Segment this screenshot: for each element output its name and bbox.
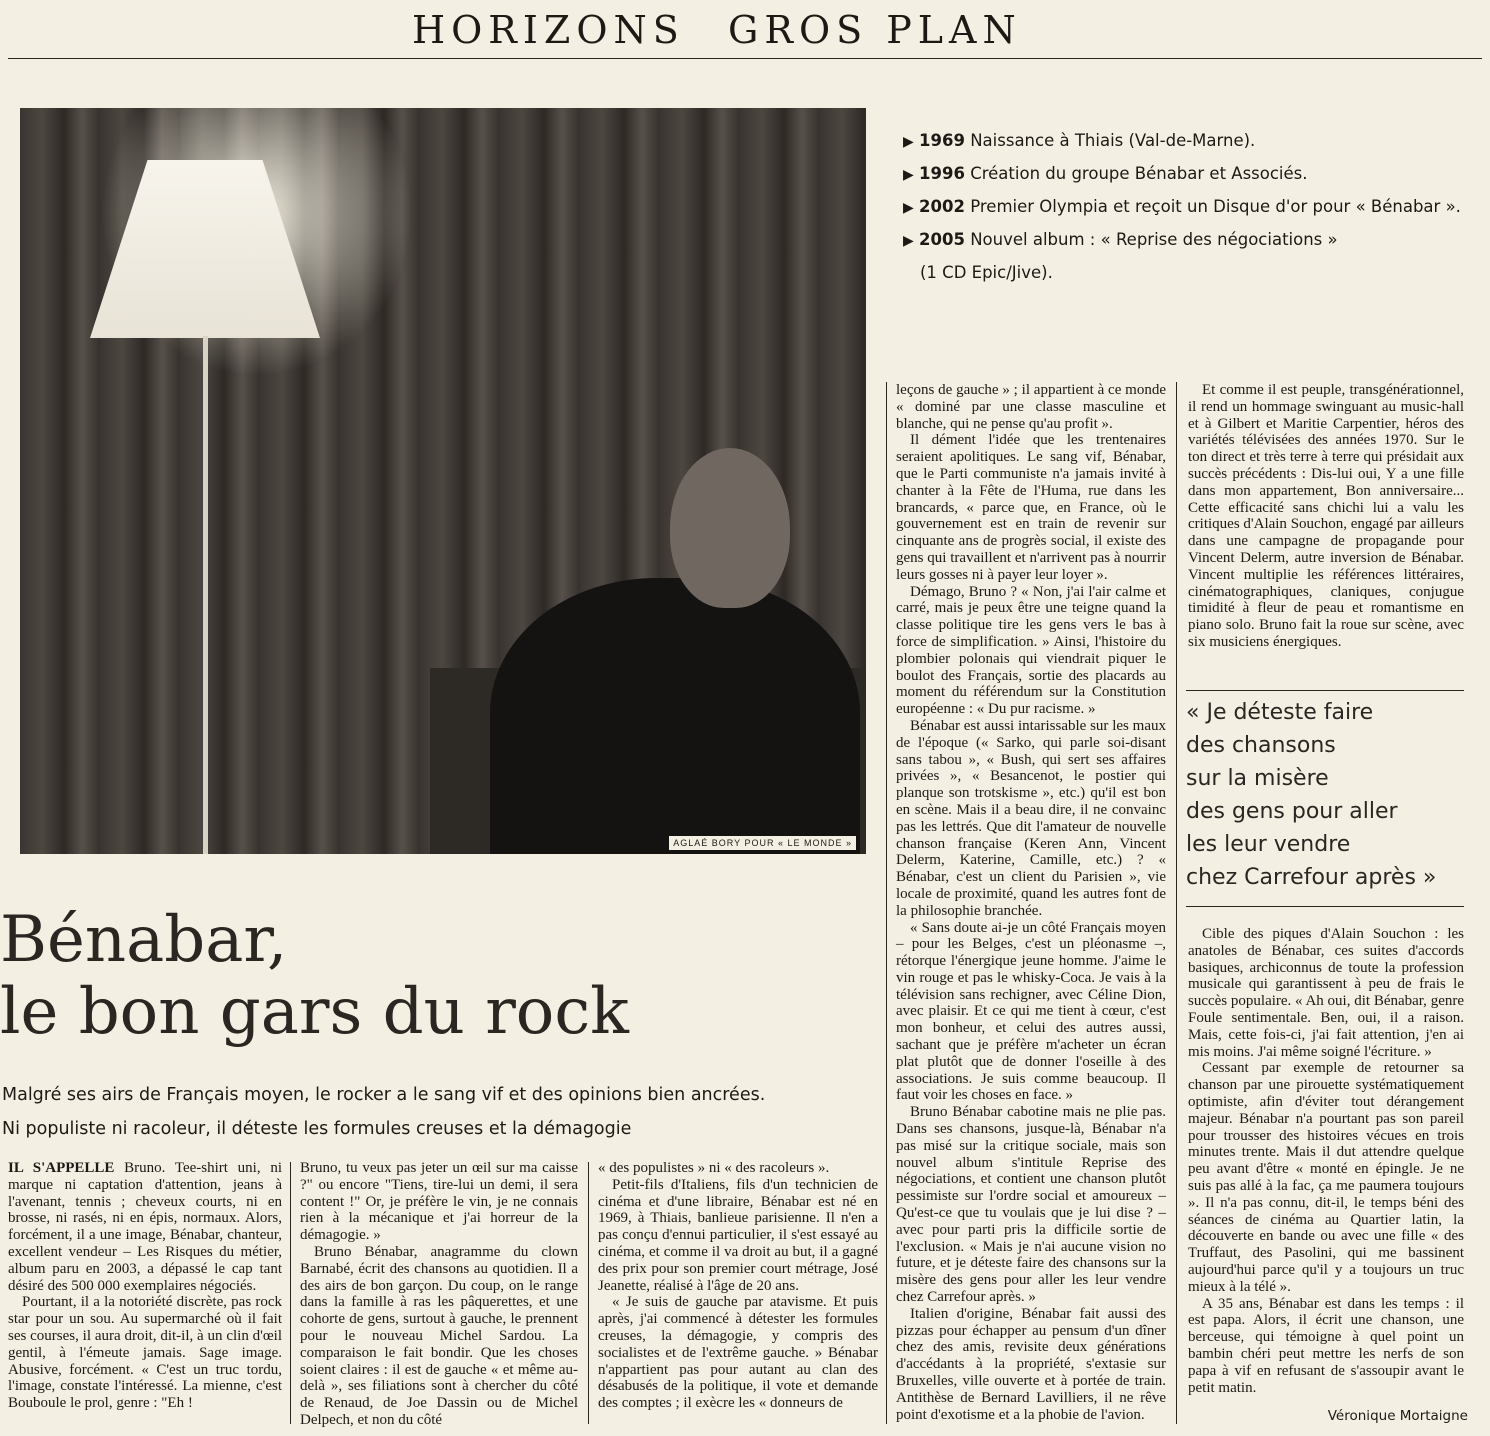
pull-quote: « Je déteste faire des chansons sur la misère des gens pour aller les leur vendre chez Carrefour après » <box>1186 700 1437 890</box>
triangle-bullet-icon: ▶ <box>903 134 914 150</box>
column-divider <box>290 1162 291 1424</box>
article-photo <box>20 108 866 854</box>
section-title: HORIZONS <box>412 8 685 52</box>
triangle-bullet-icon: ▶ <box>903 233 914 249</box>
pullquote-top-rule <box>1186 690 1464 691</box>
photo-credit: AGLAÉ BORY POUR « LE MONDE » <box>669 836 856 850</box>
column-divider <box>588 1162 589 1424</box>
triangle-bullet-icon: ▶ <box>903 167 914 183</box>
person-head-shape <box>670 448 790 608</box>
paragraph: Italien d'origine, Bénabar fait aussi des pizzas pour échapper au pensum d'un dîner chez des amis, revisite deux générations d'accédants à la propriété, s'extasie sur Bruxelles, ville ouverte et à portée de train. Antithèse de Bernard Lavilliers, il ne rêve point d'exotisme et a la phobie de l'avion. <box>896 1305 1166 1423</box>
timeline-item: ▶ 1969 Naissance à Thiais (Val-de-Marne). <box>903 131 1256 150</box>
paragraph: Pourtant, il a la notoriété discrète, pas rock star pour un sou. Au supermarché où il fait ses courses, il aura droit, dit-il, à un clin d'œil gentil, à l'émeute jamais. Sage image. Abusive, forcément. « C'est un truc tordu, l'image, constate l'intéressé. La mienne, c'est Bouboule le prol, genre : "Eh ! <box>8 1294 282 1412</box>
paragraph: Bruno Bénabar, anagramme du clown Barnabé, écrit des chansons au quotidien. Il a des airs de bon garçon. Du coup, on le range dans la famille à ras les pâquerettes, et une cohorte de gens, surtout à gauche, le prennent pour le nouveau Michel Sardou. La comparaison le fait bondir. Que les choses soient claires : il est de gauche « et même au-delà », ses filiations sont à chercher du côté de Renaud, de Joe Dassin ou de Michel Delpech, et non du côté <box>300 1243 578 1428</box>
paragraph: Cessant par exemple de retourner sa chanson par une pirouette systématiquement optimiste, afin d'éviter tout dérangement majeur. Bénabar n'a pourtant pas son pareil pour trousser des histoires vécues en trois minutes trente. Mais il dut attendre quelque peu avant d'être « monté en épingle. Je ne suis pas allé à la fac, ça me paumera toujours ». Il n'a pas connu, dit-il, le temps béni des séances de cinéma au Quartier latin, la découverte en bande ou avec une fille « des Truffaut, des Pasolini, qui me bassinent aujourd'hui parce qu'il y a toujours un truc mieux à la télé ». <box>1188 1060 1464 1295</box>
subsection-title: GROS PLAN <box>728 8 1022 52</box>
paragraph: Bénabar est aussi intarissable sur les maux de l'époque (« Sarko, qui parle soi-disant sans tabou », « Bush, qui sert ses affaires privées », « Besancenot, le postier qui planque son trotskisme », etc.) qu'il est bon en scène. Mais il a beau dire, il ne convainc pas les lettrés. Que dit l'amateur de nouvelle chanson française (Keren Ann, Vincent Delerm, Katerine, Camille, etc.) ? « Bénabar, c'est un client du Parisien », vie locale de proximité, quand les autres font de la philosophie branchée. <box>896 717 1166 919</box>
paragraph: Et comme il est peuple, transgénérationnel, il rend un hommage swinguant au music-hall et à Gilbert et Maritie Carpentier, héros des variétés télévisées des années 1970. Sur le ton direct et très terre à terre qui présidait aux succès précédents : Dis-lui oui, Y a une fille dans mon appartement, Bon anniversaire... Cette efficacité sans chichi lui a valu les critiques d'Alain Souchon, engagé par ailleurs dans une campagne de propagande pour Vincent Delerm, autre inversion de Bénabar. Vincent multiplie les références littéraires, cinématographiques, claniques, conjugue timidité à fleur de peau et romantisme en piano solo. Bruno fait la roue sur scène, avec six musiciens énergiques. <box>1188 382 1464 650</box>
article-column-1 <box>8 1160 282 1412</box>
paragraph: Bruno, tu veux pas jeter un œil sur ma caisse ?" ou encore "Tiens, tire-lui un demi, il sera content !" Or, je préfère le vin, je ne connais rien à la mécanique et j'ai horreur de la démagogie. » <box>300 1160 578 1244</box>
lamp-shade-shape <box>90 160 320 338</box>
paragraph: Bruno Bénabar cabotine mais ne plie pas. Dans ses chansons, jusque-là, Bénabar n'a pas misé sur la critique sociale, mais son nouvel album s'intitule Reprise des négociations, et contient une chanson plutôt pessimiste sur l'ordre social et amoureux – Qu'est-ce que tu voulais que je lui dise ? – avec pour parti pris la difficile sortie de l'exclusion. « Mais je n'ai aucune vision no future, et je déteste faire des chansons sur la misère des gens pour aller les leur vendre chez Carrefour après. » <box>896 1104 1166 1306</box>
timeline-item: ▶ 2005 Nouvel album : « Reprise des négociations » <box>903 230 1338 249</box>
lamp-pole-shape <box>203 336 208 854</box>
author-byline: Véronique Mortaigne <box>1327 1408 1468 1424</box>
article-dek-line: Ni populiste ni racoleur, il déteste les formules creuses et la démagogie <box>2 1119 632 1139</box>
paragraph: « des populistes » ni « des racoleurs ». <box>598 1160 830 1176</box>
paragraph: « Je suis de gauche par atavisme. Et puis après, j'ai commencé à détester les formules creuses, la démagogie, y compris des socialistes et de l'extrême gauche. » Bénabar n'appartient pas pour autant au clan des désabusés de la politique, il vote et demande des comptes ; il exècre les « donneurs de <box>598 1294 878 1412</box>
article-column-5-bottom <box>1188 926 1464 1396</box>
paragraph: Cible des piques d'Alain Souchon : les anatoles de Bénabar, ces suites d'accords basiques, archiconnus de toute la profession musicale qui garantissent à peu de frais le succès populaire. « Ah oui, dit Bénabar, genre Foule sentimentale. Ben, oui, il a raison. Mais, cette fois-ci, j'ai fait attention, j'en ai mis moins. J'ai même soigné l'écriture. » <box>1188 926 1464 1060</box>
paragraph: Il dément l'idée que les trentenaires seraient apolitiques. Le sang vif, Bénabar, que le Parti communiste n'a jamais invité à chanter à la Fête de l'Huma, rue dans les brancards, « parce que, en France, où le gouvernement est en train de revenir sur cinquante ans de progrès social, il existe des gens qui travaillent et n'arrivent pas à nourrir leurs gosses ni à payer leur loyer ». <box>896 432 1166 583</box>
person-body-shape <box>490 578 860 854</box>
section-header <box>0 0 1490 62</box>
triangle-bullet-icon: ▶ <box>903 200 914 216</box>
article-column-5-top <box>1188 382 1464 651</box>
header-rule <box>8 58 1482 59</box>
article-dek-line: Malgré ses airs de Français moyen, le rocker a le sang vif et des opinions bien ancrées. <box>2 1085 766 1105</box>
timeline-item-continuation: (1 CD Epic/Jive). <box>920 263 1053 282</box>
paragraph: A 35 ans, Bénabar est dans les temps : il est papa. Alors, il écrit une chanson, une berceuse, qui témoigne à quel point un bambin chéri peut mettre les nerfs de son papa à vif en refusant de s'assoupir avant le petit matin. <box>1188 1295 1464 1396</box>
timeline-item: ▶ 2002 Premier Olympia et reçoit un Disque d'or pour « Bénabar ». <box>903 197 1461 216</box>
pullquote-bottom-rule <box>1186 906 1464 907</box>
article-column-2 <box>300 1160 578 1429</box>
article-headline: Bénabar, le bon gars du rock <box>0 903 629 1049</box>
paragraph: leçons de gauche » ; il appartient à ce monde « dominé par une classe masculine et blanche, qui ne pense qu'au profit ». <box>896 382 1166 432</box>
article-column-4 <box>896 382 1166 1423</box>
paragraph: Démago, Bruno ? « Non, j'ai l'air calme et carré, mais je peux être une teigne quand la classe politique tire les gens vers le bas à force de simplification. » Ainsi, l'histoire du plombier polonais qui viendrait piquer le boulot des Français, sortie des placards au moment du référendum sur la Constitution européenne : « Du pur racisme. » <box>896 583 1166 718</box>
paragraph: « Sans doute ai-je un côté Français moyen – pour les Belges, c'est un pléonasme –, rétorque l'énergique jeune homme. J'aime le vin rouge et pas le whisky-Coca. Je vais à la télévision sans rechigner, avec Céline Dion, avec plaisir. Et ce qui me tient à cœur, c'est mon bonheur, et celui des autres aussi, sachant que je préfère m'acheter un écran plat plutôt que de donner l'oseille à des associations. Je suis comme beaucoup. Il faut voir les choses en face. » <box>896 919 1166 1104</box>
column-divider <box>1176 382 1177 1424</box>
paragraph: IL S'APPELLE Bruno. Tee-shirt uni, ni marque ni captation d'attention, jeans à l'avenant, tennis ; cheveux courts, ni en brosse, ni rasés, ni en épis, normaux. Alors, forcément, il a une image, Bénabar, chanteur, excellent vendeur – Les Risques du métier, album paru en 2003, a dépassé le cap tant désiré des 500 000 exemplaires négociés. <box>8 1160 282 1294</box>
paragraph: Petit-fils d'Italiens, fils d'un technicien de cinéma et d'une libraire, Bénabar est né en 1969, à Thiais, banlieue parisienne. Il n'en a pas conçu d'ennui particulier, il s'est essayé au cinéma, et comme il va droit au but, il a gagné des prix pour son premier court métrage, José Jeanette, réalisé à l'âge de 20 ans. <box>598 1176 878 1294</box>
article-column-3 <box>598 1160 878 1412</box>
column-divider <box>886 382 887 1424</box>
timeline-item: ▶ 1996 Création du groupe Bénabar et Associés. <box>903 164 1308 183</box>
biography-timeline <box>903 124 1483 289</box>
